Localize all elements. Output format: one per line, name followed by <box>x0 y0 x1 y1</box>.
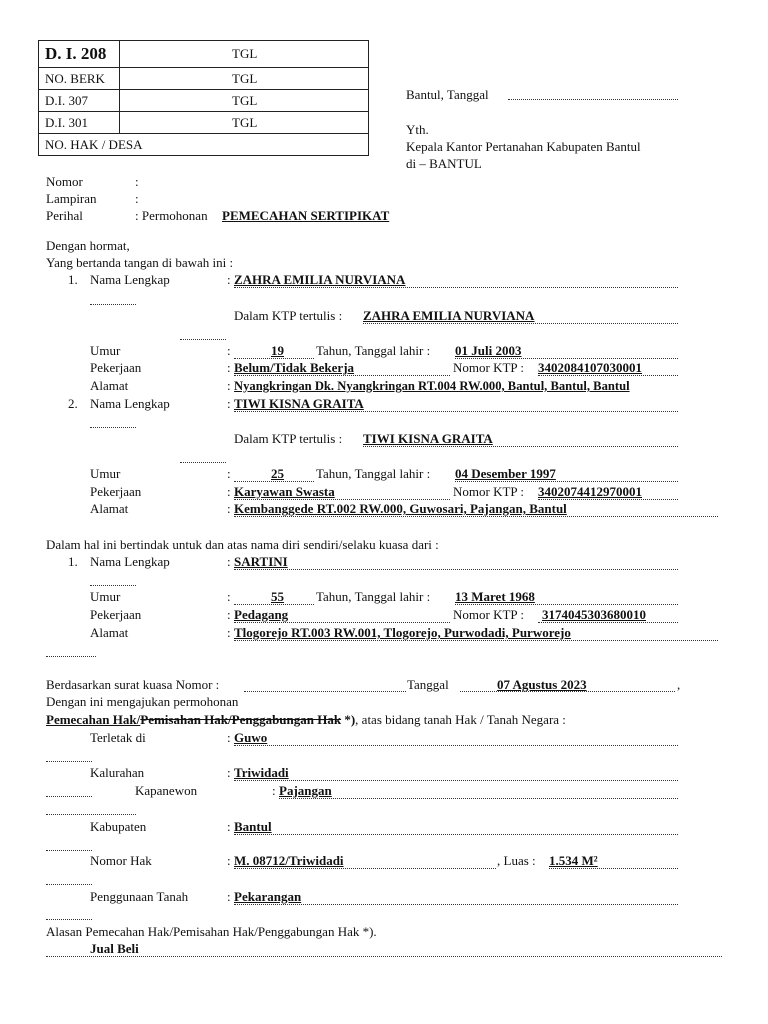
fill-line <box>234 499 450 500</box>
colon: : <box>227 360 231 375</box>
age-value: 55 <box>271 589 284 604</box>
place-date-label: Bantul, Tanggal <box>406 87 489 102</box>
nama-label: Nama Lengkap <box>90 272 170 287</box>
fill-line <box>455 481 678 482</box>
pekerjaan-label: Pekerjaan <box>90 607 142 622</box>
fill-line <box>234 358 314 359</box>
register-label: D. I. 208 <box>39 41 120 68</box>
occupation-value: Pedagang <box>234 607 289 622</box>
fill-line <box>234 834 678 835</box>
occupation-value: Karyawan Swasta <box>234 484 335 499</box>
request-option-struck: Pemisahan Hak/Penggabungan Hak <box>140 712 342 727</box>
register-row <box>39 90 369 112</box>
fill-line <box>234 375 450 376</box>
colon: : <box>135 174 139 189</box>
ktp-number: 3174045303680010 <box>542 607 646 622</box>
applicant-number: 2. <box>68 396 78 411</box>
fill-line <box>538 622 678 623</box>
kapanewon-value: Pajangan <box>279 783 332 798</box>
kabupaten-label: Kabupaten <box>90 819 147 834</box>
umur-label: Umur <box>90 589 121 604</box>
reason-value: Jual Beli <box>90 941 139 956</box>
fill-line <box>549 868 678 869</box>
ktp-name-label: Dalam KTP tertulis : <box>234 308 343 323</box>
fill-line <box>234 287 678 288</box>
comma: , <box>677 677 681 692</box>
register-row <box>39 134 369 156</box>
date-fill-line <box>508 99 678 100</box>
register-label: NO. BERK <box>39 68 120 90</box>
proxy-intro: Dalam hal ini bertindak untuk dan atas nama diri sendiri/selaku kuasa dari : <box>46 537 439 552</box>
fill-line <box>234 516 718 517</box>
fill-line <box>90 585 136 586</box>
fill-line <box>180 339 226 340</box>
alamat-label: Alamat <box>90 625 129 640</box>
fill-line <box>234 904 678 905</box>
colon: : <box>227 501 231 516</box>
birth-label: Tahun, Tanggal lahir : <box>316 589 431 604</box>
alamat-label: Alamat <box>90 501 129 516</box>
perihal-label: Perihal <box>46 208 83 223</box>
colon: : <box>227 589 231 604</box>
birth-label: Tahun, Tanggal lahir : <box>316 343 431 358</box>
fill-line <box>46 814 136 815</box>
fill-line <box>46 850 92 851</box>
fill-line <box>234 745 678 746</box>
alamat-label: Alamat <box>90 378 129 393</box>
fill-line <box>180 462 226 463</box>
lampiran-label: Lampiran <box>46 191 97 206</box>
fill-line <box>46 919 92 920</box>
applicant-name: ZAHRA EMILIA NURVIANA <box>234 272 406 287</box>
umur-label: Umur <box>90 466 121 481</box>
colon: : <box>227 889 231 904</box>
fill-line <box>234 868 496 869</box>
perihal-value: PEMECAHAN SERTIPIKAT <box>222 208 390 223</box>
penggunaan-value: Pekarangan <box>234 889 302 904</box>
address-value: Nyangkringan Dk. Nyangkringan RT.004 RW.000, Bantul, Bantul, Bantul <box>234 379 630 393</box>
pekerjaan-label: Pekerjaan <box>90 360 142 375</box>
proxy-number: 1. <box>68 554 78 569</box>
colon: : <box>227 625 231 640</box>
fill-line <box>46 761 92 762</box>
colon: : <box>135 191 139 206</box>
request-intro: Dengan ini mengajukan permohonan <box>46 694 239 709</box>
colon: : <box>227 484 231 499</box>
colon: : <box>227 466 231 481</box>
address-value: Kembanggede RT.002 RW.000, Guwosari, Pajangan, Bantul <box>234 501 567 516</box>
register-label: D.I. 307 <box>39 90 120 112</box>
register-date-label: TGL <box>120 90 369 112</box>
ktp-number-label: Nomor KTP : <box>453 360 525 375</box>
colon: : <box>227 765 231 780</box>
request-suffix: , atas bidang tanah Hak / Tanah Negara : <box>355 712 566 727</box>
proxy-name: SARTINI <box>234 554 288 569</box>
addressee-city: di – BANTUL <box>406 156 482 171</box>
kapanewon-label: Kapanewon <box>135 783 198 798</box>
register-row <box>39 41 369 68</box>
colon: : <box>227 819 231 834</box>
fill-line <box>46 796 92 797</box>
ktp-name-label: Dalam KTP tertulis : <box>234 431 343 446</box>
fill-line <box>90 427 136 428</box>
greeting: Dengan hormat, <box>46 238 130 253</box>
register-date-label: TGL <box>120 68 369 90</box>
kuasa-date: 07 Agustus 2023 <box>497 677 587 692</box>
register-row <box>39 112 369 134</box>
colon: : <box>272 783 276 798</box>
fill-line <box>234 640 718 641</box>
age-value: 19 <box>271 343 284 358</box>
fill-line <box>234 481 314 482</box>
fill-line <box>234 780 678 781</box>
fill-line <box>460 691 675 692</box>
register-label: NO. HAK / DESA <box>39 134 369 156</box>
applicant-name: TIWI KISNA GRAITA <box>234 396 364 411</box>
fill-line <box>46 884 92 885</box>
colon: : <box>227 272 231 287</box>
fill-line <box>46 956 722 957</box>
kalurahan-value: Triwidadi <box>234 765 289 780</box>
fill-line <box>455 604 678 605</box>
birth-date: 13 Maret 1968 <box>455 589 535 604</box>
pekerjaan-label: Pekerjaan <box>90 484 142 499</box>
nomor-label: Nomor <box>46 174 83 189</box>
fill-line <box>234 604 314 605</box>
birth-label: Tahun, Tanggal lahir : <box>316 466 431 481</box>
fill-line <box>46 656 96 657</box>
birth-date: 01 Juli 2003 <box>455 343 522 358</box>
footnote-mark: *) <box>344 712 356 727</box>
nomor-hak-label: Nomor Hak <box>90 853 152 868</box>
kuasa-label: Berdasarkan surat kuasa Nomor : <box>46 677 220 692</box>
applicant-number: 1. <box>68 272 78 287</box>
birth-date: 04 Desember 1997 <box>455 466 556 481</box>
fill-line <box>234 622 450 623</box>
luas-label: , Luas : <box>497 853 536 868</box>
colon: : <box>227 554 231 569</box>
fill-line <box>538 499 678 500</box>
register-row <box>39 68 369 90</box>
register-date-label: TGL <box>120 41 369 68</box>
fill-line <box>279 798 678 799</box>
luas-value: 1.534 M² <box>549 853 598 868</box>
terletak-label: Terletak di <box>90 730 146 745</box>
colon: : <box>227 607 231 622</box>
colon: : <box>227 853 231 868</box>
age-value: 25 <box>271 466 284 481</box>
kalurahan-label: Kalurahan <box>90 765 145 780</box>
occupation-value: Belum/Tidak Bekerja <box>234 360 355 375</box>
register-date-label: TGL <box>120 112 369 134</box>
fill-line <box>363 323 678 324</box>
request-line <box>46 712 566 728</box>
fill-line <box>455 358 678 359</box>
kabupaten-value: Bantul <box>234 819 272 834</box>
fill-line <box>244 691 406 692</box>
fill-line <box>90 304 136 305</box>
yth-label: Yth. <box>406 122 429 137</box>
fill-line <box>234 569 678 570</box>
colon: : <box>227 343 231 358</box>
ktp-number-label: Nomor KTP : <box>453 484 525 499</box>
perihal-prefix: : Permohonan <box>135 208 208 223</box>
umur-label: Umur <box>90 343 121 358</box>
request-option: Pemecahan Hak/ <box>46 712 141 727</box>
address-value: Tlogorejo RT.003 RW.001, Tlogorejo, Purwodadi, Purworejo <box>234 625 571 640</box>
location-value: Guwo <box>234 730 268 745</box>
colon: : <box>227 396 231 411</box>
kuasa-date-label: Tanggal <box>407 677 449 692</box>
ktp-number: 3402074412970001 <box>538 484 642 499</box>
addressee: Kepala Kantor Pertanahan Kabupaten Bantul <box>406 139 641 154</box>
nomor-hak-value: M. 08712/Triwidadi <box>234 853 344 868</box>
colon: : <box>227 378 231 393</box>
fill-line <box>234 411 678 412</box>
ktp-number: 3402084107030001 <box>538 360 642 375</box>
nama-label: Nama Lengkap <box>90 396 170 411</box>
nama-label: Nama Lengkap <box>90 554 170 569</box>
colon: : <box>227 730 231 745</box>
penggunaan-label: Penggunaan Tanah <box>90 889 189 904</box>
ktp-name-value: TIWI KISNA GRAITA <box>363 431 493 446</box>
register-label: D.I. 301 <box>39 112 120 134</box>
intro-text: Yang bertanda tangan di bawah ini : <box>46 255 234 270</box>
fill-line <box>363 446 678 447</box>
fill-line <box>538 375 678 376</box>
reason-label: Alasan Pemecahan Hak/Pemisahan Hak/Penggabungan Hak *). <box>46 924 377 939</box>
ktp-name-value: ZAHRA EMILIA NURVIANA <box>363 308 535 323</box>
ktp-number-label: Nomor KTP : <box>453 607 525 622</box>
register-table <box>38 40 369 156</box>
